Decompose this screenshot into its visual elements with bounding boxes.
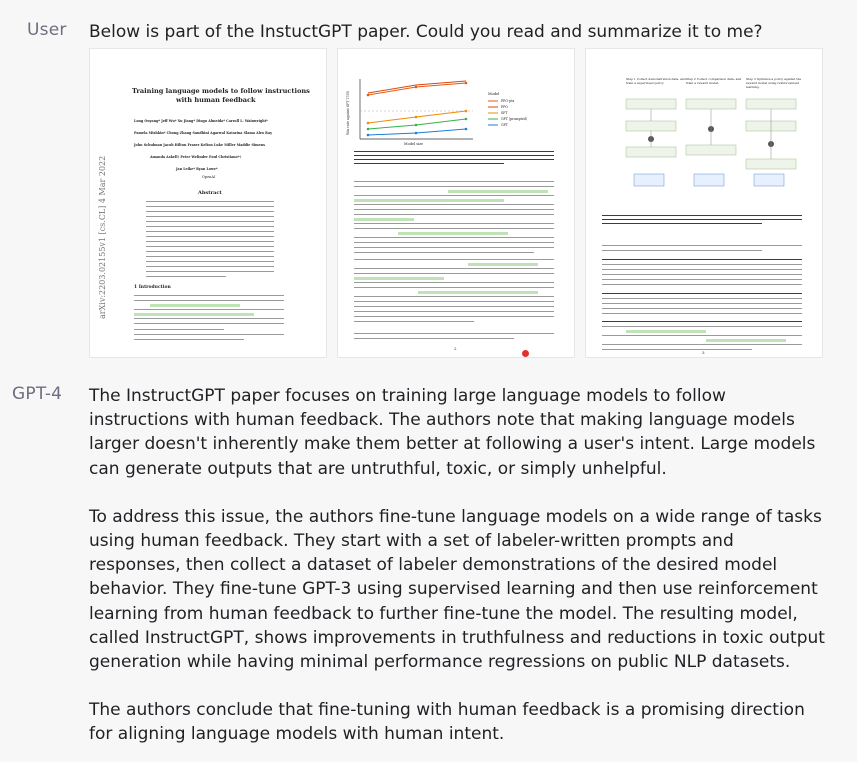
series-gpt xyxy=(368,129,466,135)
author-row-1: Long Ouyang* Jeff Wu* Xu Jiang* Diogo Almeida* Carroll L. Wainwright* xyxy=(134,119,268,123)
legend-gpt: GPT xyxy=(501,123,508,127)
paper-title-line2: with human feedback xyxy=(176,96,256,104)
author-row-5: Jan Leike* Ryan Lowe* xyxy=(176,167,218,171)
author-row-2: Pamela Mishkin* Chong Zhang Sandhini Agarwal Katarina Slama Alex Ray xyxy=(134,131,273,135)
page2-number: 2 xyxy=(454,346,457,351)
response-paragraph-2: To address this issue, the authors fine-tune language models on a wide range of tasks using human feedback. They start with a set of labeler-written prompts and responses, then collect a dataset of labeler demonstrations of the desired model behavior. They fine-tune GPT-3 using supervised learning and then use reinforcement learning from human feedback to further fine-tune the model. The resulting model, called InstructGPT, shows improvements in truthfulness and reductions in toxic output generation while having minimal performance regressions on public NLP datasets. xyxy=(89,506,825,673)
intro-heading: 1 Introduction xyxy=(134,285,171,290)
abstract-heading: Abstract xyxy=(198,190,222,196)
author-row-3: John Schulman Jacob Hilton Fraser Kelton Luke Miller Maddie Simens xyxy=(134,143,265,147)
chart-x-label: Model size xyxy=(404,142,424,146)
step1-title: Step 1 Collect demonstration data, and train a supervised policy. xyxy=(626,77,686,85)
legend-sft: SFT xyxy=(501,111,508,115)
assistant-message-row xyxy=(0,370,857,762)
user-message-row xyxy=(0,0,857,370)
user-speaker-label: User xyxy=(27,20,67,40)
legend-gpt-prompted: GPT (prompted) xyxy=(501,117,528,121)
rlhf-diagram xyxy=(586,49,822,209)
response-paragraph-3: The authors conclude that fine-tuning with human feedback is a promising direction for aligning language models with human intent. xyxy=(89,700,805,745)
page3-number: 3 xyxy=(702,350,705,355)
paper-page-images xyxy=(89,48,851,356)
step3-title: Step 3 Optimize a policy against the reward model using reinforcement learning. xyxy=(746,77,802,89)
legend-ppo: PPO xyxy=(501,105,508,109)
arxiv-stamp: arXiv:2203.02155v1 [cs.CL] 4 Mar 2022 xyxy=(98,155,107,319)
paper-page-1[interactable] xyxy=(89,48,327,358)
response-paragraph-1: The InstructGPT paper focuses on training large language models to follow instructions with human feedback. The authors note that making language models larger doesn't inherently make them better at following a user's intent. Large models can generate outputs that are untruthful, toxic, or simply unhelpful. xyxy=(89,386,816,479)
series-gpt-prompted xyxy=(368,119,466,129)
paper-title-line1: Training language models to follow instructions xyxy=(132,87,310,95)
chart-y-label: Win rate against SFT 175B xyxy=(346,91,350,135)
assistant-speaker-label: GPT-4 xyxy=(12,384,63,404)
legend-title: Model xyxy=(488,92,500,96)
paper-page-2[interactable] xyxy=(337,48,575,358)
cursor-dot xyxy=(522,350,529,357)
author-row-4: Amanda Askell† Peter Welinder Paul Christiano*† xyxy=(150,155,242,159)
step2-title: Step 2 Collect comparison data, and train a reward model. xyxy=(686,77,742,85)
win-rate-chart xyxy=(338,49,574,149)
user-prompt-text: Below is part of the InstuctGPT paper. Could you read and summarize it to me? xyxy=(89,22,763,42)
legend-ppo-ptx: PPO-ptx xyxy=(501,99,515,103)
affiliation: OpenAI xyxy=(202,175,216,179)
assistant-response xyxy=(89,384,829,747)
paper-page-3[interactable] xyxy=(585,48,823,358)
